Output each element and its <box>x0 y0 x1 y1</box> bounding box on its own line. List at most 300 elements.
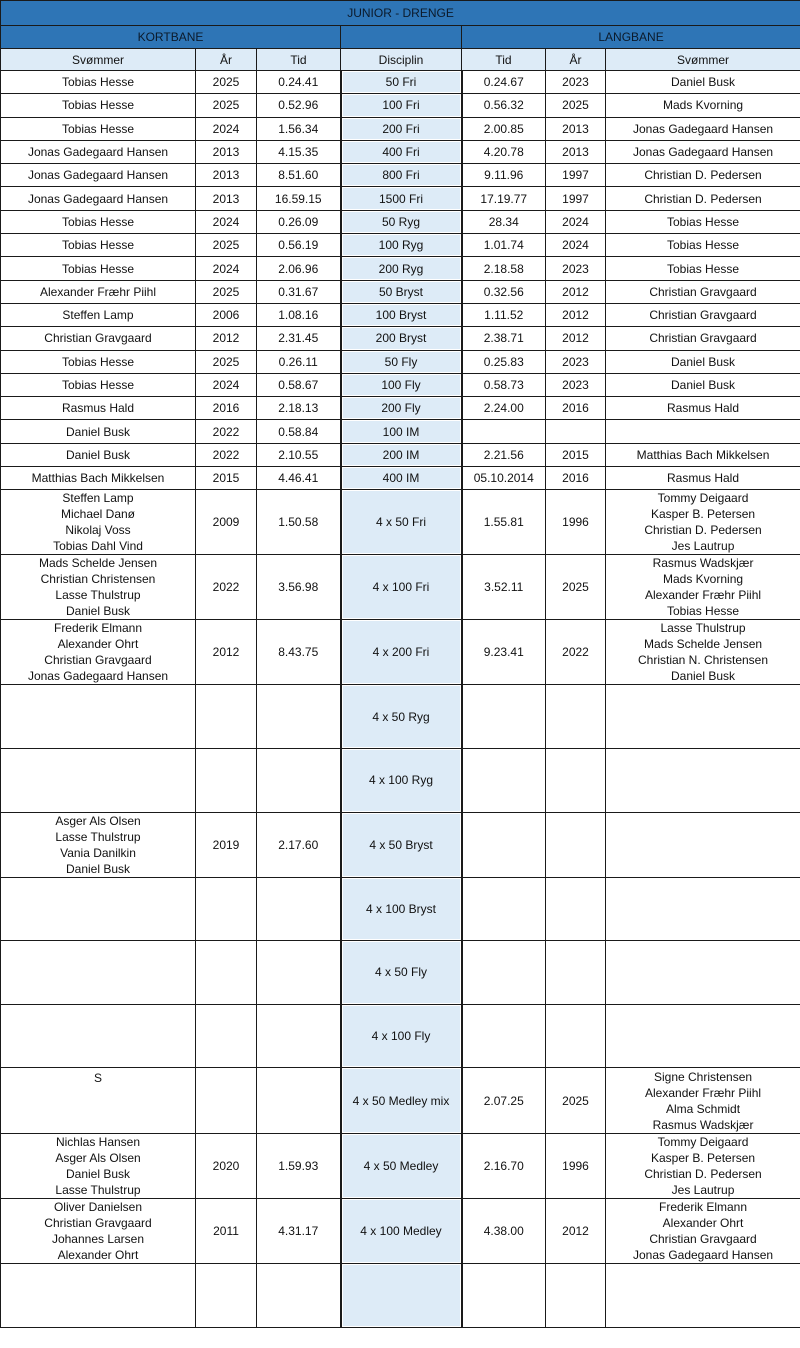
long-swimmer-cell <box>606 685 800 749</box>
long-swimmer-cell <box>606 812 800 877</box>
swimmer-name: Christian N. Christensen <box>637 653 769 668</box>
discipline-cell: 200 Bryst <box>341 327 462 350</box>
short-time-cell: 0.26.11 <box>257 350 341 373</box>
header-discipline: Disciplin <box>341 49 462 71</box>
long-time-cell: 2.21.56 <box>462 443 546 466</box>
short-time-cell: 4.46.41 <box>257 467 341 490</box>
swimmer-name: Christian D. Pedersen <box>644 523 762 538</box>
long-swimmer-cell <box>606 94 800 117</box>
long-swimmer-cell <box>606 748 800 812</box>
table-row <box>1 350 800 373</box>
long-year-cell: 2025 <box>546 555 606 620</box>
swimmer-name: Rasmus Hald <box>667 471 740 486</box>
swimmer-name: Tommy Deigaard <box>657 1134 749 1149</box>
short-time-cell <box>257 941 341 1005</box>
swimmer-name: Michael Danø <box>60 507 136 522</box>
swimmer-name: Jonas Gadegaard Hansen <box>632 1247 774 1262</box>
discipline-cell: 4 x 50 Fly <box>341 941 462 1005</box>
swimmer-name: Daniel Busk <box>671 378 736 392</box>
swimmer-name: Tobias Hesse <box>61 121 135 136</box>
short-time-cell: 0.52.96 <box>257 94 341 117</box>
swimmer-name: Jonas Gadegaard Hansen <box>632 121 774 136</box>
long-time-cell <box>462 420 546 443</box>
long-year-cell: 2013 <box>546 140 606 163</box>
swimmer-name: Daniel Busk <box>65 424 131 439</box>
short-year-cell: 2015 <box>196 467 257 490</box>
swimmer-name: Jonas Gadegaard Hansen <box>27 191 169 206</box>
swimmer-name: Daniel Busk <box>65 861 131 876</box>
short-swimmer-cell <box>1 1004 196 1068</box>
short-year-cell: 2025 <box>196 234 257 257</box>
short-swimmer-cell <box>1 941 196 1005</box>
swimmer-name: Matthias Bach Mikkelsen <box>31 471 165 486</box>
swimmer-name: Tobias Hesse <box>667 604 740 619</box>
short-time-cell <box>257 748 341 812</box>
table-row <box>1 164 800 187</box>
long-swimmer-cell <box>606 420 800 443</box>
swimmer-name: Daniel Busk <box>671 75 736 90</box>
long-swimmer-cell <box>606 1198 800 1263</box>
swimmer-name: Tobias Hesse <box>61 378 135 392</box>
short-swimmer-cell <box>1 490 196 555</box>
table-row <box>1 71 800 94</box>
section-spacer <box>341 26 462 49</box>
swimmer-name: Alexander Fræhr Piihl <box>645 1085 762 1100</box>
long-time-cell: 4.20.78 <box>462 140 546 163</box>
discipline-cell: 1500 Fri <box>341 187 462 210</box>
long-time-cell: 4.38.00 <box>462 1198 546 1263</box>
discipline-cell: 4 x 100 Ryg <box>341 748 462 812</box>
discipline-cell: 200 Fly <box>341 397 462 420</box>
discipline-cell: 200 Fri <box>341 117 462 140</box>
long-time-cell: 17.19.77 <box>462 187 546 210</box>
short-time-cell: 0.58.84 <box>257 420 341 443</box>
short-year-cell <box>196 1004 257 1068</box>
swimmer-name: Jonas Gadegaard Hansen <box>632 145 774 160</box>
table-row <box>1 280 800 303</box>
long-time-cell: 1.01.74 <box>462 234 546 257</box>
swimmer-name: Tobias Hesse <box>667 261 740 276</box>
swimmer-name: Alexander Ohrt <box>57 637 139 652</box>
discipline-cell: 4 x 200 Fri <box>341 620 462 685</box>
swimmer-name: Christian D. Pedersen <box>644 168 762 183</box>
long-time-cell: 9.23.41 <box>462 620 546 685</box>
short-swimmer-cell <box>1 210 196 233</box>
short-year-cell: 2006 <box>196 303 257 326</box>
short-swimmer-cell <box>1 234 196 257</box>
swimmer-name: Steffen Lamp <box>62 308 134 323</box>
long-time-cell <box>462 748 546 812</box>
short-swimmer-cell <box>1 420 196 443</box>
long-time-cell <box>462 812 546 877</box>
long-year-cell <box>546 685 606 749</box>
swimmer-name: Mads Schelde Jensen <box>38 556 158 571</box>
long-swimmer-cell <box>606 467 800 490</box>
long-year-cell <box>546 420 606 443</box>
table-row <box>1 140 800 163</box>
short-year-cell: 2019 <box>196 812 257 877</box>
short-time-cell: 1.56.34 <box>257 117 341 140</box>
table-row <box>1 373 800 396</box>
long-time-cell <box>462 941 546 1005</box>
long-time-cell: 2.38.71 <box>462 327 546 350</box>
swimmer-name: Frederik Elmann <box>53 621 143 636</box>
table-title: JUNIOR - DRENGE <box>1 1 800 26</box>
swimmer-name: Tobias Hesse <box>61 98 135 113</box>
long-swimmer-cell <box>606 234 800 257</box>
long-swimmer-cell <box>606 1068 800 1134</box>
swimmer-name: Vania Danilkin <box>60 845 136 860</box>
long-year-cell: 2016 <box>546 467 606 490</box>
short-time-cell: 0.58.67 <box>257 373 341 396</box>
long-year-cell: 2016 <box>546 397 606 420</box>
long-year-cell: 2023 <box>546 350 606 373</box>
long-year-cell: 2023 <box>546 373 606 396</box>
long-swimmer-cell <box>606 210 800 233</box>
discipline-cell: 50 Ryg <box>341 210 462 233</box>
short-year-cell <box>196 941 257 1005</box>
short-swimmer-cell <box>1 187 196 210</box>
section-row <box>1 26 800 49</box>
swimmer-name: Kasper B. Petersen <box>650 507 756 522</box>
table-row <box>1 941 800 1005</box>
swimmer-name: Asger Als Olsen <box>55 1150 141 1165</box>
swimmer-name: Kasper B. Petersen <box>650 1150 756 1165</box>
table-row <box>1 1263 800 1327</box>
long-swimmer-cell <box>606 187 800 210</box>
short-time-cell: 2.17.60 <box>257 812 341 877</box>
header-short-time: Tid <box>257 49 341 71</box>
short-time-cell: 4.15.35 <box>257 140 341 163</box>
long-time-cell: 1.55.81 <box>462 490 546 555</box>
swimmer-name: Jonas Gadegaard Hansen <box>27 669 169 684</box>
discipline-cell: 400 Fri <box>341 140 462 163</box>
long-swimmer-cell <box>606 280 800 303</box>
table-row <box>1 327 800 350</box>
swimmer-name: Christian Gravgaard <box>649 331 757 346</box>
long-year-cell: 2025 <box>546 1068 606 1134</box>
short-year-cell: 2009 <box>196 490 257 555</box>
long-year-cell: 1997 <box>546 187 606 210</box>
short-year-cell <box>196 1263 257 1327</box>
swimmer-name: Alexander Ohrt <box>662 1215 744 1230</box>
long-time-cell: 0.25.83 <box>462 350 546 373</box>
long-time-cell: 9.11.96 <box>462 164 546 187</box>
swimmer-name: Christian Gravgaard <box>44 331 152 346</box>
short-swimmer-cell <box>1 443 196 466</box>
swimmer-name: Jonas Gadegaard Hansen <box>27 145 169 160</box>
swimmer-name: Jonas Gadegaard Hansen <box>27 168 169 183</box>
swimmer-name: Rasmus Wadskjær <box>652 1117 754 1132</box>
swimmer-name: S <box>93 1071 102 1086</box>
table-row <box>1 210 800 233</box>
short-time-cell: 1.59.93 <box>257 1133 341 1198</box>
short-time-cell <box>257 1068 341 1134</box>
short-year-cell: 2012 <box>196 620 257 685</box>
table-row <box>1 555 800 620</box>
discipline-cell <box>341 1263 462 1327</box>
long-time-cell <box>462 685 546 749</box>
long-year-cell: 2012 <box>546 1198 606 1263</box>
long-year-cell: 2015 <box>546 443 606 466</box>
table-row <box>1 1004 800 1068</box>
short-time-cell: 0.56.19 <box>257 234 341 257</box>
swimmer-name: Jes Lautrup <box>671 539 735 554</box>
discipline-cell: 4 x 100 Fly <box>341 1004 462 1068</box>
long-year-cell: 1997 <box>546 164 606 187</box>
swimmer-name: Mads Kvorning <box>663 572 744 587</box>
column-header-row <box>1 49 800 71</box>
short-year-cell: 2024 <box>196 373 257 396</box>
long-time-cell: 0.56.32 <box>462 94 546 117</box>
short-year-cell: 2025 <box>196 350 257 373</box>
swimmer-name: Tobias Hesse <box>61 214 135 229</box>
long-year-cell: 2025 <box>546 94 606 117</box>
swimmer-name: Rasmus Hald <box>667 401 740 416</box>
short-year-cell <box>196 748 257 812</box>
table-row <box>1 1133 800 1198</box>
table-row <box>1 490 800 555</box>
table-row <box>1 877 800 941</box>
swimmer-name: Daniel Busk <box>671 669 736 684</box>
swimmer-name: Tobias Hesse <box>61 261 135 276</box>
long-time-cell <box>462 1004 546 1068</box>
swimmer-name: Lasse Thulstrup <box>55 588 141 603</box>
swimmer-name: Christian Christensen <box>40 572 156 587</box>
long-time-cell <box>462 877 546 941</box>
short-swimmer-cell <box>1 350 196 373</box>
long-year-cell: 2012 <box>546 280 606 303</box>
short-time-cell: 8.43.75 <box>257 620 341 685</box>
long-time-cell: 0.32.56 <box>462 280 546 303</box>
discipline-cell: 50 Bryst <box>341 280 462 303</box>
short-time-cell: 2.06.96 <box>257 257 341 280</box>
swimmer-name: Lasse Thulstrup <box>55 1182 141 1197</box>
long-swimmer-cell <box>606 1004 800 1068</box>
short-year-cell: 2013 <box>196 187 257 210</box>
short-year-cell: 2024 <box>196 117 257 140</box>
long-swimmer-cell <box>606 1263 800 1327</box>
short-year-cell: 2022 <box>196 555 257 620</box>
long-year-cell <box>546 941 606 1005</box>
swimmer-name: Tobias Hesse <box>61 354 135 369</box>
swimmer-name: Alma Schmidt <box>666 1101 741 1116</box>
swimmer-name: Rasmus Wadskjær <box>652 556 754 571</box>
short-time-cell: 1.08.16 <box>257 303 341 326</box>
table-row <box>1 443 800 466</box>
discipline-cell: 800 Fri <box>341 164 462 187</box>
long-time-cell: 2.18.58 <box>462 257 546 280</box>
short-year-cell: 2016 <box>196 397 257 420</box>
swimmer-name: Nichlas Hansen <box>55 1134 141 1149</box>
long-swimmer-cell <box>606 555 800 620</box>
long-swimmer-cell <box>606 397 800 420</box>
short-swimmer-cell <box>1 140 196 163</box>
long-time-cell: 2.00.85 <box>462 117 546 140</box>
table-row <box>1 94 800 117</box>
short-time-cell: 1.50.58 <box>257 490 341 555</box>
header-long-year: År <box>546 49 606 71</box>
short-year-cell <box>196 1068 257 1134</box>
long-swimmer-cell <box>606 443 800 466</box>
short-year-cell: 2013 <box>196 140 257 163</box>
swimmer-name: Tobias Hesse <box>667 214 740 229</box>
discipline-cell: 400 IM <box>341 467 462 490</box>
swimmer-name: Tobias Hesse <box>667 238 740 253</box>
header-long-swimmer: Svømmer <box>606 49 800 71</box>
short-time-cell: 16.59.15 <box>257 187 341 210</box>
header-long-time: Tid <box>462 49 546 71</box>
short-swimmer-cell <box>1 877 196 941</box>
short-year-cell <box>196 685 257 749</box>
long-year-cell: 2022 <box>546 620 606 685</box>
table-row <box>1 303 800 326</box>
short-year-cell: 2013 <box>196 164 257 187</box>
swimmer-name: Alexander Fræhr Piihl <box>39 284 157 299</box>
table-row <box>1 117 800 140</box>
swimmer-name: Tobias Hesse <box>61 75 135 90</box>
short-swimmer-cell <box>1 748 196 812</box>
discipline-cell: 4 x 100 Bryst <box>341 877 462 941</box>
short-swimmer-cell <box>1 1263 196 1327</box>
long-swimmer-cell <box>606 620 800 685</box>
discipline-cell: 50 Fly <box>341 350 462 373</box>
swimmer-name: Jes Lautrup <box>671 1182 735 1197</box>
short-swimmer-cell <box>1 620 196 685</box>
long-year-cell: 1996 <box>546 490 606 555</box>
discipline-cell: 4 x 50 Medley mix <box>341 1068 462 1134</box>
swimmer-name: Christian D. Pedersen <box>644 1166 762 1181</box>
swimmer-name: Daniel Busk <box>671 354 736 369</box>
table-row <box>1 685 800 749</box>
swimmer-name: Oliver Danielsen <box>53 1199 143 1214</box>
short-time-cell <box>257 685 341 749</box>
long-year-cell <box>546 877 606 941</box>
discipline-cell: 100 Fri <box>341 94 462 117</box>
short-swimmer-cell <box>1 327 196 350</box>
header-short-swimmer: Svømmer <box>1 49 196 71</box>
long-time-cell: 1.11.52 <box>462 303 546 326</box>
short-swimmer-cell <box>1 280 196 303</box>
swimmer-name: Steffen Lamp <box>62 491 134 506</box>
short-time-cell: 4.31.17 <box>257 1198 341 1263</box>
long-time-cell <box>462 1263 546 1327</box>
long-time-cell: 0.24.67 <box>462 71 546 94</box>
swimmer-name: Daniel Busk <box>65 604 131 619</box>
discipline-cell: 100 IM <box>341 420 462 443</box>
short-swimmer-cell <box>1 94 196 117</box>
swimmer-name: Tommy Deigaard <box>657 491 749 506</box>
swimmer-name: Lasse Thulstrup <box>660 621 746 636</box>
long-year-cell <box>546 748 606 812</box>
short-time-cell: 0.26.09 <box>257 210 341 233</box>
long-swimmer-cell <box>606 303 800 326</box>
long-swimmer-cell <box>606 140 800 163</box>
swimmer-name: Tobias Dahl Vind <box>53 539 143 554</box>
discipline-cell: 4 x 100 Fri <box>341 555 462 620</box>
short-swimmer-cell <box>1 1198 196 1263</box>
short-year-cell: 2022 <box>196 420 257 443</box>
swimmer-name: Nikolaj Voss <box>65 523 131 538</box>
short-time-cell <box>257 1004 341 1068</box>
swimmer-name: Matthias Bach Mikkelsen <box>636 447 770 462</box>
swimmer-name: Christian Gravgaard <box>649 1231 757 1246</box>
section-langbane: LANGBANE <box>462 26 800 49</box>
swimmer-name: Alexander Fræhr Piihl <box>645 588 762 603</box>
table-row <box>1 748 800 812</box>
table-row <box>1 812 800 877</box>
short-year-cell <box>196 877 257 941</box>
short-swimmer-cell <box>1 373 196 396</box>
long-time-cell: 28.34 <box>462 210 546 233</box>
long-swimmer-cell <box>606 490 800 555</box>
swimmer-name: Johannes Larsen <box>51 1231 145 1246</box>
long-year-cell: 2024 <box>546 210 606 233</box>
short-time-cell: 8.51.60 <box>257 164 341 187</box>
swimmer-name: Daniel Busk <box>65 1166 131 1181</box>
short-time-cell: 2.10.55 <box>257 443 341 466</box>
swimmer-name: Alexander Ohrt <box>57 1247 139 1262</box>
long-time-cell: 2.07.25 <box>462 1068 546 1134</box>
long-year-cell: 2013 <box>546 117 606 140</box>
long-year-cell: 2024 <box>546 234 606 257</box>
short-swimmer-cell <box>1 397 196 420</box>
table-row <box>1 397 800 420</box>
swimmer-name: Christian Gravgaard <box>649 308 757 323</box>
short-swimmer-cell <box>1 164 196 187</box>
long-swimmer-cell <box>606 1133 800 1198</box>
discipline-cell: 4 x 50 Bryst <box>341 812 462 877</box>
long-swimmer-cell <box>606 164 800 187</box>
short-swimmer-cell <box>1 117 196 140</box>
table-row <box>1 1198 800 1263</box>
swimmer-name: Signe Christensen <box>653 1069 753 1084</box>
table-row <box>1 467 800 490</box>
short-swimmer-cell <box>1 1068 196 1134</box>
swimmer-name: Mads Schelde Jensen <box>643 637 763 652</box>
discipline-cell: 4 x 50 Ryg <box>341 685 462 749</box>
short-swimmer-cell <box>1 467 196 490</box>
short-swimmer-cell <box>1 685 196 749</box>
swimmer-name: Frederik Elmann <box>659 1199 748 1214</box>
short-time-cell: 0.31.67 <box>257 280 341 303</box>
long-time-cell: 0.58.73 <box>462 373 546 396</box>
table-row <box>1 420 800 443</box>
long-swimmer-cell <box>606 941 800 1005</box>
short-time-cell: 2.18.13 <box>257 397 341 420</box>
short-time-cell: 3.56.98 <box>257 555 341 620</box>
discipline-cell: 4 x 50 Fri <box>341 490 462 555</box>
discipline-cell: 200 IM <box>341 443 462 466</box>
table-row <box>1 234 800 257</box>
title-row <box>1 1 800 26</box>
section-kortbane: KORTBANE <box>1 26 341 49</box>
long-year-cell: 1996 <box>546 1133 606 1198</box>
long-year-cell <box>546 1263 606 1327</box>
short-year-cell: 2024 <box>196 257 257 280</box>
short-year-cell: 2025 <box>196 71 257 94</box>
long-year-cell <box>546 812 606 877</box>
swimmer-name: Rasmus Hald <box>61 401 135 416</box>
table-row <box>1 257 800 280</box>
short-swimmer-cell <box>1 71 196 94</box>
long-swimmer-cell <box>606 117 800 140</box>
short-swimmer-cell <box>1 555 196 620</box>
swimmer-name: Christian D. Pedersen <box>644 191 762 206</box>
table-row <box>1 620 800 685</box>
table-row <box>1 1068 800 1134</box>
short-year-cell: 2025 <box>196 280 257 303</box>
